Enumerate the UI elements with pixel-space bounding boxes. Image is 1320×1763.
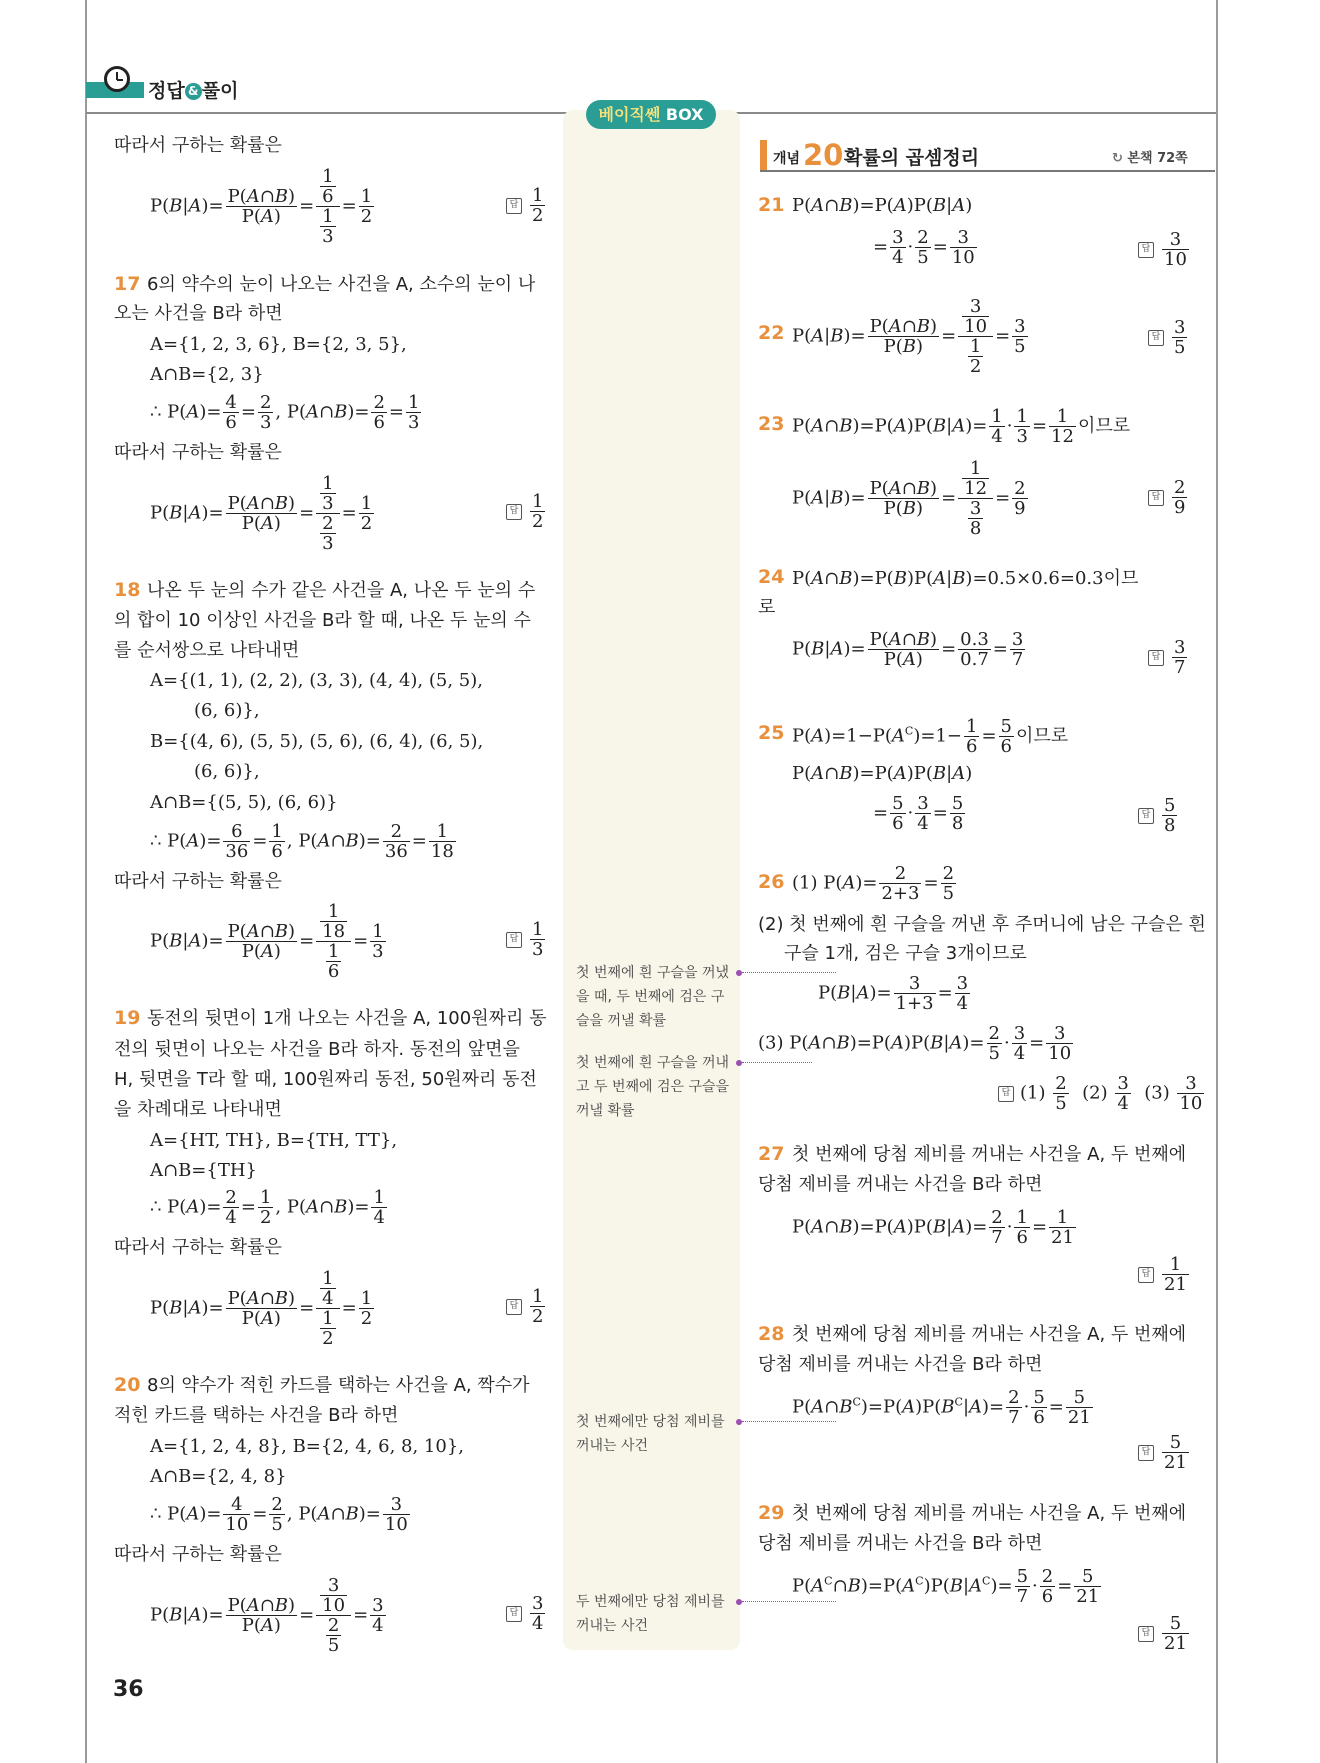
problem-26-part2-line1: (2) 첫 번째에 흰 구슬을 꺼낸 후 주머니에 남은 구슬은 흰 bbox=[758, 914, 1206, 935]
problem-27-number: 27 bbox=[758, 1143, 785, 1165]
problem-18-prob: ∴ P(A)= $\frac{6}{36}$ = $\frac{1}{6}$ , P(A∩B)= $\frac{2}{36}$ = $\frac{1}{18}$ bbox=[150, 821, 454, 862]
answer-21: 답 $\frac{3}{10}$ bbox=[1138, 230, 1191, 269]
problem-26-part2-formula: P(B|A)= $\frac{3}{1+3}$ = $\frac{3}{4}$ bbox=[818, 973, 969, 1014]
problem-26-part1: (1) P(A)= $\frac{2}{2+3}$ = $\frac{2}{5}$ bbox=[792, 863, 955, 904]
problem-23-line1: P(A∩B)=P(A)P(B|A)= $\frac{1}{4}$ · $\frac{1}{3}$ = $\frac{1}{12}$ 이므로 bbox=[792, 406, 1131, 447]
problem-17-prob: ∴ P(A)= $\frac{4}{6}$ = $\frac{2}{3}$ , P(A∩B)= $\frac{2}{6}$ = $\frac{1}{3}$ bbox=[150, 392, 420, 433]
problem-24-line1-tail: 로 bbox=[758, 597, 776, 618]
refresh-icon: ↻ bbox=[1112, 151, 1128, 166]
problem-18-conclude: 따라서 구하는 확률은 bbox=[114, 871, 282, 892]
answer-20: 답 $\frac{3}{4}$ bbox=[506, 1594, 547, 1633]
problem-18-ab: A∩B={(5, 5), (6, 6)} bbox=[150, 792, 338, 813]
problem-24-line1: P(A∩B)=P(B)P(A|B)=0.5×0.6=0.3이므 bbox=[792, 568, 1139, 589]
answer-24: 답 $\frac{3}{7}$ bbox=[1148, 638, 1189, 677]
problem-21-line2: = $\frac{3}{4}$ · $\frac{2}{5}$ = $\frac{3}{10}$ bbox=[873, 227, 975, 268]
problem-20-number: 20 bbox=[114, 1374, 141, 1396]
problem-23-number: 23 bbox=[758, 413, 785, 435]
left-margin-rule bbox=[85, 0, 87, 1763]
answer-29: 답 $\frac{5}{21}$ bbox=[1138, 1614, 1191, 1653]
problem-20-line1: 8의 약수가 적힌 카드를 택하는 사건을 A, 짝수가 bbox=[147, 1375, 530, 1396]
problem-19-prob: ∴ P(A)= $\frac{2}{4}$ = $\frac{1}{2}$ , P(A∩B)= $\frac{1}{4}$ bbox=[150, 1187, 385, 1228]
basic-box-label: 베이직쎈 BOX bbox=[586, 100, 716, 129]
problem-29-number: 29 bbox=[758, 1502, 785, 1524]
answer-19: 답 $\frac{1}{2}$ bbox=[506, 1287, 547, 1326]
problem-17-set-ab: A∩B={2, 3} bbox=[150, 364, 264, 385]
problem-22-number: 22 bbox=[758, 322, 785, 344]
answer-16: 답 $\frac{1}{2}$ bbox=[506, 186, 547, 225]
problem-18-a1: A={(1, 1), (2, 2), (3, 3), (4, 4), (5, 5), bbox=[150, 670, 483, 691]
side-note-1: 첫 번째에 흰 구슬을 꺼냈을 때, 두 번째에 검은 구슬을 꺼낼 확률 bbox=[576, 965, 730, 1029]
problem-20-prob: ∴ P(A)= $\frac{4}{10}$ = $\frac{2}{5}$ , P(A∩B)= $\frac{3}{10}$ bbox=[150, 1494, 408, 1535]
problem-20-set-ab: A∩B={2, 4, 8} bbox=[150, 1466, 287, 1487]
problem-25-number: 25 bbox=[758, 722, 785, 744]
concept-header bbox=[760, 140, 1215, 172]
concept-ref: ↻ 본책 72쪽 bbox=[1112, 151, 1188, 166]
answer-28: 답 $\frac{5}{21}$ bbox=[1138, 1433, 1191, 1472]
problem-26-part2-line2: 구슬 1개, 검은 구슬 3개이므로 bbox=[784, 943, 1027, 964]
problem-19-line2: 전의 뒷면이 나오는 사건을 B라 하자. 동전의 앞면을 bbox=[114, 1039, 520, 1060]
problem-29-line2: 당첨 제비를 꺼내는 사건을 B라 하면 bbox=[758, 1533, 1043, 1554]
problem-19-line4: 을 차례대로 나타내면 bbox=[114, 1099, 282, 1120]
problem-17-line2: 오는 사건을 B라 하면 bbox=[114, 303, 283, 324]
problem-28-formula: $P(A\cap B^C)=P(A)P(B^C|A)=$ $\frac{2}{7}$ · $\frac{5}{6}$ = $\frac{5}{21}$ bbox=[792, 1387, 1091, 1428]
side-note-3: 첫 번째에만 당첨 제비를 꺼내는 사건 bbox=[576, 1414, 725, 1454]
concept-title: 확률의 곱셈정리 bbox=[844, 147, 980, 169]
problem-27-formula: P(A∩B)=P(A)P(B|A)= $\frac{2}{7}$ · $\frac{1}{6}$ = $\frac{1}{21}$ bbox=[792, 1207, 1074, 1248]
formula-16: P(B|A)= $\frac{P(A\cap B)}{P(A)}$ = $\frac{\frac{1}{6}}{\frac{1}{3}}$ = $\frac{1}{2}$ bbox=[150, 166, 373, 247]
answer-27: 답 $\frac{1}{21}$ bbox=[1138, 1255, 1191, 1294]
problem-20-line2: 적힌 카드를 택하는 사건을 B라 하면 bbox=[114, 1405, 399, 1426]
problem-27-line2: 당첨 제비를 꺼내는 사건을 B라 하면 bbox=[758, 1174, 1043, 1195]
problem-25-line2: P(A∩B)=P(A)P(B|A) bbox=[792, 763, 973, 784]
problem-27-line1: 첫 번째에 당첨 제비를 꺼내는 사건을 A, 두 번째에 bbox=[792, 1144, 1187, 1165]
formula-20: P(B|A)= $\frac{P(A\cap B)}{P(A)}$ = $\frac{\frac{3}{10}}{\frac{2}{5}}$ = $\frac{3}{4}$ bbox=[150, 1575, 384, 1656]
problem-18-line3: 를 순서쌍으로 나타내면 bbox=[114, 640, 300, 661]
problem-17-number: 17 bbox=[114, 273, 141, 295]
problem-28-number: 28 bbox=[758, 1323, 785, 1345]
problem-19-set-a: A={HT, TH}, B={TH, TT}, bbox=[150, 1130, 398, 1151]
problem-24-number: 24 bbox=[758, 566, 785, 588]
formula-19: P(B|A)= $\frac{P(A\cap B)}{P(A)}$ = $\frac{\frac{1}{4}}{\frac{1}{2}}$ = $\frac{1}{2}$ bbox=[150, 1268, 373, 1349]
page-header-title: 정답 & 풀이 bbox=[148, 80, 239, 102]
note-1-pointer bbox=[736, 970, 742, 976]
problem-22-formula: P(A|B)= $\frac{P(A\cap B)}{P(B)}$ = $\frac{\frac{3}{10}}{\frac{1}{2}}$ = $\frac{3}{5}$ bbox=[792, 296, 1026, 377]
problem-26-part3: (3) P(A∩B)=P(A)P(B|A)= $\frac{2}{5}$ · $\frac{3}{4}$ = $\frac{3}{10}$ bbox=[758, 1023, 1072, 1064]
page-number: 36 bbox=[113, 1677, 144, 1702]
problem-21-number: 21 bbox=[758, 194, 785, 216]
problem-26-number: 26 bbox=[758, 871, 785, 893]
problem-18-a2: (6, 6)}, bbox=[194, 700, 260, 721]
problem-17-conclude: 따라서 구하는 확률은 bbox=[114, 442, 282, 463]
side-note-2: 첫 번째에 흰 구슬을 꺼내고 두 번째에 검은 구슬을 꺼낼 확률 bbox=[576, 1055, 730, 1119]
answer-25: 답 $\frac{5}{8}$ bbox=[1138, 796, 1179, 835]
note-1-leader bbox=[742, 972, 836, 973]
concept-accent bbox=[760, 140, 767, 170]
problem-28-line1: 첫 번째에 당첨 제비를 꺼내는 사건을 A, 두 번째에 bbox=[792, 1324, 1187, 1345]
problem-18-line2: 의 합이 10 이상인 사건을 B라 할 때, 나온 두 눈의 수 bbox=[114, 610, 531, 631]
problem-19-line1: 동전의 뒷면이 1개 나오는 사건을 A, 100원짜리 동 bbox=[147, 1008, 547, 1029]
problem-23-line2: P(A|B)= $\frac{P(A\cap B)}{P(B)}$ = $\frac{\frac{1}{12}}{\frac{3}{8}}$ = $\frac{2}{9}$ bbox=[792, 458, 1026, 539]
note-4-pointer bbox=[736, 1599, 742, 1605]
intro-text: 따라서 구하는 확률은 bbox=[114, 135, 282, 156]
problem-25-line3: = $\frac{5}{6}$ · $\frac{3}{4}$ = $\frac{5}{8}$ bbox=[873, 793, 964, 834]
alarm-clock-icon bbox=[104, 66, 130, 92]
answer-17: 답 $\frac{1}{2}$ bbox=[506, 492, 547, 531]
problem-20-set-a: A={1, 2, 4, 8}, B={2, 4, 6, 8, 10}, bbox=[150, 1436, 464, 1457]
answer-26: 답 (1) $\frac{2}{5}$ (2) $\frac{3}{4}$ (3) $\frac{3}{10}$ bbox=[998, 1074, 1206, 1113]
answer-22: 답 $\frac{3}{5}$ bbox=[1148, 318, 1189, 357]
problem-29-line1: 첫 번째에 당첨 제비를 꺼내는 사건을 A, 두 번째에 bbox=[792, 1503, 1187, 1524]
problem-19-line3: H, 뒷면을 T라 할 때, 100원짜리 동전, 50원짜리 동전 bbox=[114, 1069, 537, 1090]
answer-23: 답 $\frac{2}{9}$ bbox=[1148, 478, 1189, 517]
problem-28-line2: 당첨 제비를 꺼내는 사건을 B라 하면 bbox=[758, 1354, 1043, 1375]
note-2-pointer bbox=[736, 1060, 742, 1066]
problem-18-number: 18 bbox=[114, 579, 141, 601]
problem-19-conclude: 따라서 구하는 확률은 bbox=[114, 1237, 282, 1258]
problem-18-b1: B={(4, 6), (5, 5), (5, 6), (6, 4), (6, 5), bbox=[150, 731, 484, 752]
problem-19-set-ab: A∩B={TH} bbox=[150, 1160, 257, 1181]
concept-number: 20 bbox=[803, 138, 844, 172]
problem-18-line1: 나온 두 눈의 수가 같은 사건을 A, 나온 두 눈의 수 bbox=[147, 580, 536, 601]
side-note-4: 두 번째에만 당첨 제비를 꺼내는 사건 bbox=[576, 1594, 725, 1634]
problem-20-conclude: 따라서 구하는 확률은 bbox=[114, 1544, 282, 1565]
formula-18: P(B|A)= $\frac{P(A\cap B)}{P(A)}$ = $\frac{\frac{1}{18}}{\frac{1}{6}}$ = $\frac{1}{3}$ bbox=[150, 901, 384, 982]
formula-17: P(B|A)= $\frac{P(A\cap B)}{P(A)}$ = $\frac{\frac{1}{3}}{\frac{2}{3}}$ = $\frac{1}{2}$ bbox=[150, 473, 373, 554]
concept-kind: 개념 bbox=[773, 151, 801, 167]
problem-25-line1: $P(A)=1-P(A^C)=1-$ $\frac{1}{6}$ = $\frac{5}{6}$ 이므로 bbox=[792, 716, 1069, 757]
problem-19-number: 19 bbox=[114, 1007, 141, 1029]
problem-17-set-a: A={1, 2, 3, 6}, B={2, 3, 5}, bbox=[150, 334, 407, 355]
problem-29-formula: $P(A^C\cap B)=P(A^C)P(B|A^C)=$ $\frac{5}{7}$ · $\frac{2}{6}$ = $\frac{5}{21}$ bbox=[792, 1566, 1100, 1607]
problem-24-line2: P(B|A)= $\frac{P(A\cap B)}{P(A)}$ = $\frac{0.3}{0.7}$ = $\frac{3}{7}$ bbox=[792, 629, 1024, 670]
answer-18: 답 $\frac{1}{3}$ bbox=[506, 920, 547, 959]
problem-17-line1: 6의 약수의 눈이 나오는 사건을 A, 소수의 눈이 나 bbox=[147, 274, 536, 295]
problem-21-line1: P(A∩B)=P(A)P(B|A) bbox=[792, 195, 973, 216]
note-3-pointer bbox=[736, 1419, 742, 1425]
right-margin-rule bbox=[1216, 0, 1218, 1763]
problem-18-b2: (6, 6)}, bbox=[194, 761, 260, 782]
